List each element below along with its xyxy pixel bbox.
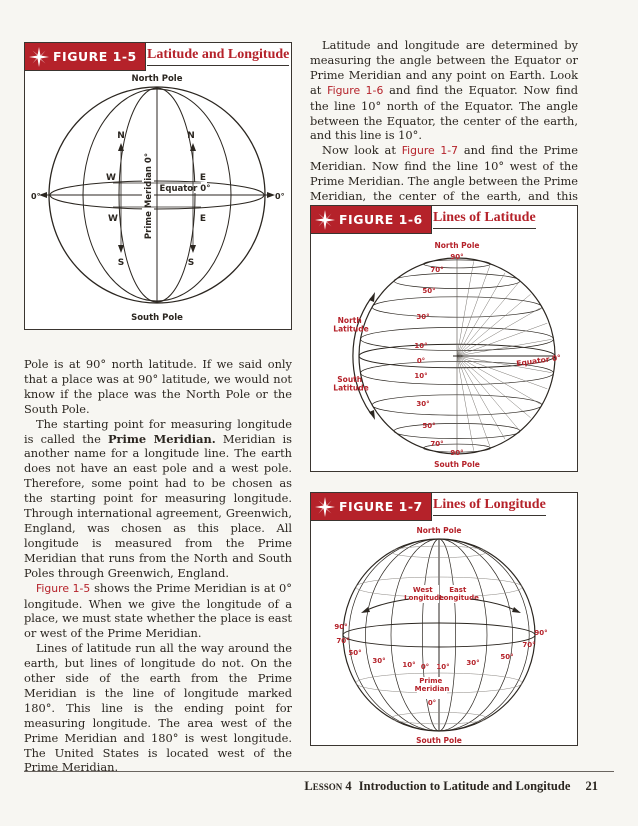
figure-reference: Figure 1-5 xyxy=(36,581,91,595)
paragraph: Latitude and longitude are determined by measuring the angle between the Equator or Prime Meridian and any point on Earth. Look at Figure 1-6 and find the Equator. Now find the line 10° north of the Equator. The angle between the Equator, the center of the earth, and this line is 10°. xyxy=(310,38,578,143)
north-pole-label: North Pole xyxy=(131,74,183,84)
north-pole-label: North Pole xyxy=(434,241,480,250)
footer-rule xyxy=(24,771,614,772)
lat-30n: 30° xyxy=(416,313,430,321)
prime-meridian-label: Prime Meridian xyxy=(414,677,450,693)
lat-30s: 30° xyxy=(416,400,430,408)
figure-title: Latitude and Longitude xyxy=(147,47,289,66)
figure-1-6 xyxy=(310,205,578,472)
east-longitude-label: East Longitude xyxy=(439,586,479,602)
east-upper-label: E xyxy=(199,173,207,183)
prime-meridian-label: Prime Meridian 0° xyxy=(144,152,154,240)
lat-10s: 10° xyxy=(414,372,428,380)
south-right-label: S xyxy=(187,258,195,268)
equator-label: Equator 0° xyxy=(159,184,211,194)
south-latitude-label: South Latitude xyxy=(333,375,369,393)
north-latitude-label: North Latitude xyxy=(333,316,369,334)
left-column-text xyxy=(24,357,292,775)
zero-left-label: 0° xyxy=(31,192,41,201)
page-footer xyxy=(304,779,598,794)
zero-right-label: 0° xyxy=(275,192,285,201)
globe-diagram xyxy=(25,43,292,330)
paragraph: Pole is at 90° north latitude. If we said only that a place was at 90° latitude, we would not know if the place was the North Pole or the South Pole. xyxy=(24,357,292,416)
west-upper-label: W xyxy=(106,173,116,183)
south-pole-label: South Pole xyxy=(131,313,183,323)
east-lower-label: E xyxy=(199,214,207,224)
figure-1-5 xyxy=(24,42,292,330)
lon-w50: 50° xyxy=(348,649,362,657)
north-left-label: N xyxy=(117,131,125,141)
south-pole-label: South Pole xyxy=(434,460,480,469)
equator-label: Equator 0° xyxy=(515,352,562,369)
lesson-title: Introduction to Latitude and Longitude xyxy=(358,779,571,793)
north-pole-label: North Pole xyxy=(416,526,462,535)
figure-label: FIGURE 1-6 xyxy=(339,212,423,227)
right-column-text xyxy=(310,38,578,219)
south-left-label: S xyxy=(117,258,125,268)
lon-e30: 30° xyxy=(466,659,480,667)
lon-e10: 10° xyxy=(436,663,450,671)
figure-1-7 xyxy=(310,492,578,746)
figure-title: Lines of Longitude xyxy=(433,497,546,516)
lon-e90: 90° xyxy=(534,629,548,637)
lon-e50: 50° xyxy=(500,653,514,661)
lon-w10: 10° xyxy=(402,661,416,669)
lon-w90: 90° xyxy=(334,623,348,631)
figure-reference: Figure 1-6 xyxy=(327,83,384,97)
lat-90s: 90° xyxy=(450,449,464,457)
figure-label: FIGURE 1-5 xyxy=(53,49,137,64)
lat-70n: 70° xyxy=(430,266,444,274)
longitude-diagram xyxy=(311,493,578,746)
north-right-label: N xyxy=(187,131,195,141)
lat-90n: 90° xyxy=(450,253,464,261)
figure-title: Lines of Latitude xyxy=(433,210,536,229)
lat-0: 0° xyxy=(416,357,426,365)
figure-reference: Figure 1-7 xyxy=(401,144,458,158)
figure-label: FIGURE 1-7 xyxy=(339,499,423,514)
latitude-diagram xyxy=(311,206,578,472)
west-longitude-label: West Longitude xyxy=(404,586,444,602)
key-term: Prime Meridian. xyxy=(107,431,216,446)
lon-w30: 30° xyxy=(372,657,386,665)
lat-10n: 10° xyxy=(414,342,428,350)
pm-degree: 0° xyxy=(427,699,437,707)
lat-70s: 70° xyxy=(430,440,444,448)
lon-w70: 70° xyxy=(336,637,350,645)
lat-50s: 50° xyxy=(422,422,436,430)
paragraph: Figure 1-5 shows the Prime Meridian is at 0° longitude. When we give the longitude of a place, we must state whether the place is east or west of the Prime Meridian. xyxy=(24,580,292,641)
page-number: 21 xyxy=(585,779,598,793)
lat-50n: 50° xyxy=(422,287,436,295)
paragraph: The starting point for measuring longitude is called the Prime Meridian. Meridian is another name for a longitude line. The earth does not have an east pole and a west pole. Therefore, some point had to be chosen as the starting point for measuring longitude. Through international agreement, Greenwich, England, was chosen as this place. All longitude is measured from the Prime Meridian that runs from the North and South Poles through Greenwich, England. xyxy=(24,416,293,580)
lesson-number: Lesson 4 xyxy=(304,779,352,793)
paragraph: Lines of latitude run all the way around the earth, but lines of longitude do not. On the other side of the earth from the Prime Meridian is the line of longitude marked 180°. This line is the ending point for measuring longitude. The area west of the Prime Meridian and 180° is west longitude. The United States is located west of the Prime Meridian. xyxy=(24,641,292,775)
west-lower-label: W xyxy=(108,214,118,224)
lon-0: 0° xyxy=(420,663,430,671)
paragraph: Now look at Figure 1-7 and find the Prime Meridian. Now find the line 10° west of the Prime Meridian. The angle between the Prime Meridian, the center of the earth, and this xyxy=(310,143,578,204)
south-pole-label: South Pole xyxy=(416,736,462,745)
lon-e70: 70° xyxy=(522,641,536,649)
